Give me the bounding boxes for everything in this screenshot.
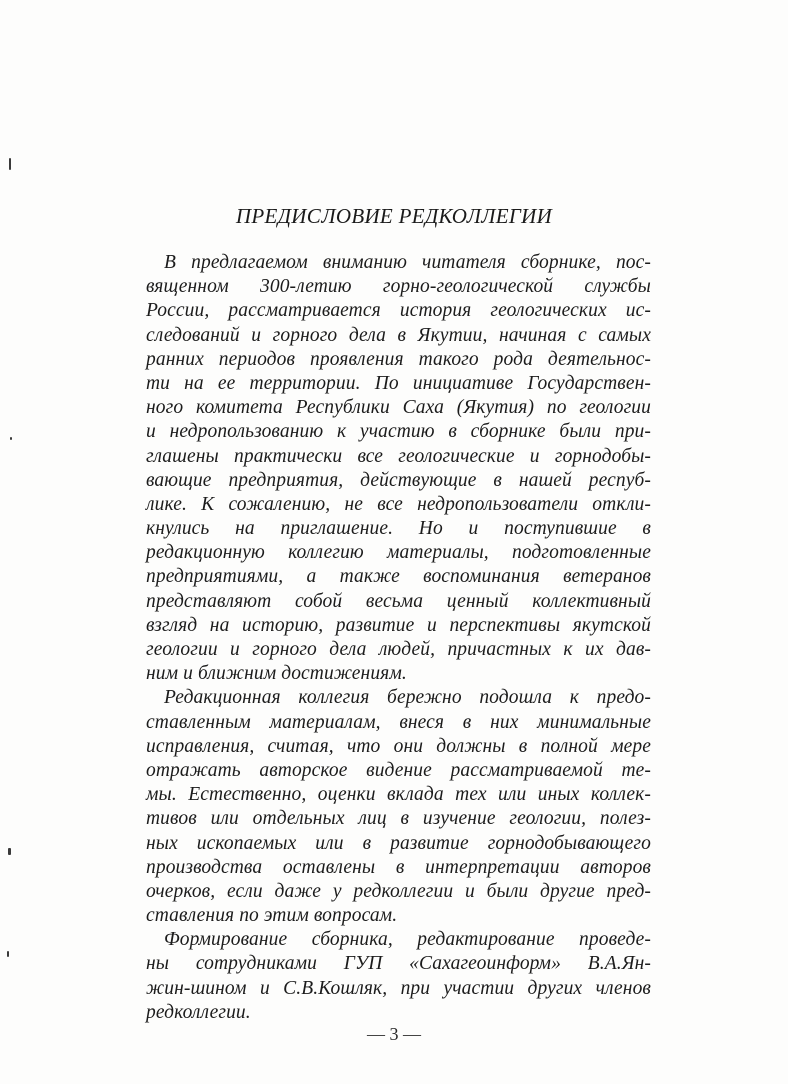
text-line: Формирование сборника, редактирование проведе- — [164, 929, 651, 951]
text-line: представляют собой весьма ценный коллективный — [146, 590, 651, 612]
text-line: глашены практически все геологические и горнодобы- — [146, 445, 651, 467]
text-line: редколлегии. — [146, 1001, 251, 1023]
text-line: производства оставлены в интерпретации авторов — [146, 856, 651, 878]
text-line: геологии и горного дела людей, причастных к их дав- — [146, 639, 651, 660]
text-line: Редакционная коллегия бережно подошла к предо- — [164, 687, 651, 709]
text-line: ны сотрудниками ГУП «Сахагеоинформ» В.А.Ян- — [146, 953, 651, 975]
text-line: отражать авторское видение рассматриваемой те- — [146, 759, 651, 781]
text-line: вященном 300-летию горно-геологической службы — [146, 276, 651, 298]
paragraph — [146, 928, 651, 1025]
page-number: — 3 — — [367, 1024, 421, 1044]
text-line: ранних периодов проявления такого рода деятельнос- — [146, 348, 651, 370]
page-title: ПРЕДИСЛОВИЕ РЕДКОЛЛЕГИИ — [235, 204, 553, 228]
text-line: жин-шином и С.В.Кошляк, при участии других членов — [146, 977, 651, 999]
text-line: редакционную коллегию материалы, подготовленные — [146, 542, 651, 564]
text-line: и недропользованию к участию в сборнике были при- — [146, 421, 651, 443]
text-line: исправления, считая, что они должны в полной мере — [146, 735, 651, 757]
text-line: лике. К сожалению, не все недропользователи откли- — [146, 493, 651, 515]
text-line: ного комитета Республики Саха (Якутия) по геологии — [146, 397, 651, 419]
text-line: ти на ее территории. По инициативе Государствен- — [146, 372, 651, 394]
text-line: В предлагаемом вниманию читателя сборнике, пос- — [164, 252, 651, 273]
text-line: взгляд на историю, развитие и перспективы якутской — [146, 614, 651, 636]
paragraph — [146, 686, 651, 928]
text-line: следований и горного дела в Якутии, начиная с самых — [146, 324, 651, 346]
scan-speck — [8, 848, 11, 855]
text-line: ных ископаемых или в развитие горнодобывающего — [146, 832, 651, 854]
text-line: ставления по этим вопросам. — [146, 905, 398, 927]
text-line: России, рассматривается история геологических ис- — [146, 300, 651, 322]
text-line: очерков, если даже у редколлегии и были другие пред- — [146, 880, 651, 902]
text-line: тивов или отдельных лиц в изучение геологии, полез- — [146, 808, 651, 830]
scan-speck — [10, 437, 12, 440]
text-line: ставленным материалам, внеся в них минимальные — [146, 711, 651, 733]
paragraph — [146, 251, 651, 686]
text-line: предприятиями, а также воспоминания ветеранов — [146, 566, 651, 588]
scan-speck — [9, 158, 11, 170]
text-line: кнулись на приглашение. Но и поступившие в — [146, 518, 651, 540]
text-line: ним и ближним достижениям. — [146, 663, 407, 685]
text-line: вающие предприятия, действующие в нашей респуб- — [146, 469, 651, 491]
text-line: мы. Естественно, оценки вклада тех или иных коллек- — [146, 784, 651, 806]
scan-speck — [7, 951, 9, 957]
body-text — [146, 251, 651, 1025]
